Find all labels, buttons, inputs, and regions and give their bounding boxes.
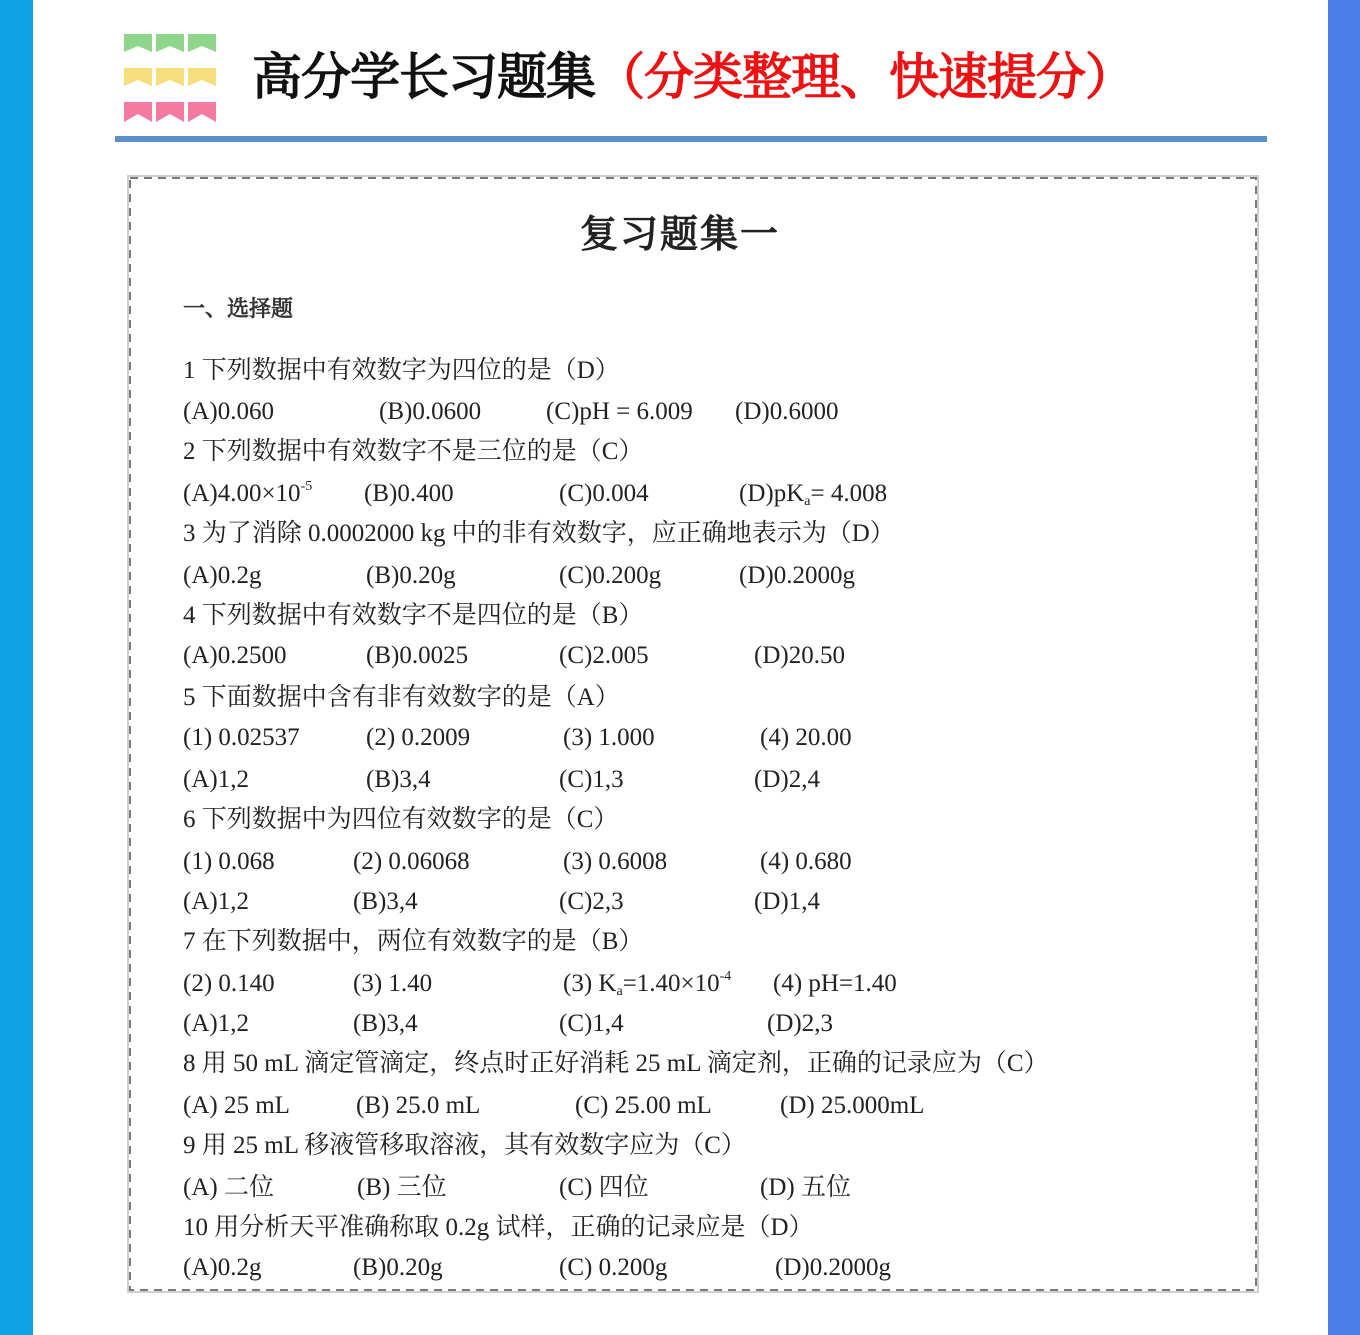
- subscript: a: [616, 984, 623, 999]
- question-text: 6 下列数据中为四位有效数字的是（C）: [183, 806, 619, 833]
- page-title-highlight: （分类整理、快速提分）: [595, 48, 1134, 106]
- option-text: (3) $K_a=1.40\times 10^{-4}$: [563, 969, 732, 999]
- option-text: (C)0.004: [559, 480, 649, 507]
- options-line: [0, 640, 1360, 672]
- option-text: (4) 0.680: [760, 848, 852, 875]
- subscript: a: [804, 494, 811, 509]
- exponent: -5: [300, 479, 313, 494]
- option-text: (B) 三位: [357, 1174, 447, 1201]
- document-title: 复习题集一: [579, 212, 780, 256]
- question-line: [0, 518, 1360, 550]
- option-text-rest: = 4.008: [810, 480, 888, 507]
- question-text: 5 下面数据中含有非有效数字的是（A）: [183, 684, 620, 711]
- question-line: [0, 1048, 1360, 1080]
- question-line: [0, 355, 1360, 387]
- question-text: 8 用 50 mL 滴定管滴定，终点时正好消耗 25 mL 滴定剂，正确的记录应为（C）: [183, 1050, 1049, 1077]
- option-text: (B)3,4: [353, 888, 418, 915]
- option-text: (2) 0.06068: [353, 848, 470, 875]
- option-text-rest: =1.40×10: [622, 970, 720, 997]
- options-line: [0, 478, 1360, 510]
- option-text: (4) pH=1.40: [773, 970, 897, 997]
- option-text: (D)2,3: [767, 1010, 833, 1037]
- option-text: (C) 25.00 mL: [575, 1092, 712, 1119]
- option-text: (D)0.6000: [735, 398, 839, 425]
- option-text: (C)2,3: [559, 888, 624, 915]
- option-text: (D)20.50: [754, 642, 845, 669]
- option-text: (C) 0.200g: [559, 1254, 668, 1281]
- options-line: [0, 560, 1360, 592]
- question-line: [0, 926, 1360, 958]
- option-text: (A)0.2500: [183, 642, 287, 669]
- option-text: (C)0.200g: [559, 562, 662, 589]
- option-text: (A) 25 mL: [183, 1092, 290, 1119]
- option-text: (3) 1.40: [353, 970, 433, 997]
- question-text: 4 下列数据中有效数字不是四位的是（B）: [183, 602, 644, 629]
- option-text: (D)0.2000g: [775, 1254, 891, 1281]
- option-text: (A)1,2: [183, 1010, 249, 1037]
- question-line: [0, 804, 1360, 836]
- option-text: (C)pH = 6.009: [546, 398, 693, 425]
- options-line: [0, 764, 1360, 796]
- option-text: (A)1,2: [183, 766, 249, 793]
- header-divider: [115, 136, 1267, 142]
- option-text: (A)0.2g: [183, 562, 262, 589]
- option-text: (B)0.0600: [379, 398, 482, 425]
- option-text: (D) 五位: [760, 1174, 851, 1201]
- options-line: [0, 1008, 1360, 1040]
- option-text: (4) 20.00: [760, 724, 852, 751]
- options-line: [0, 968, 1360, 1000]
- option-text: (B)3,4: [366, 766, 431, 793]
- bunting-flags-icon: [122, 32, 220, 128]
- options-line: [0, 1172, 1360, 1204]
- options-line: [0, 1090, 1360, 1122]
- option-text: (B)0.0025: [366, 642, 469, 669]
- question-text: 7 在下列数据中，两位有效数字的是（B）: [183, 928, 644, 955]
- option-text: (D) 25.000mL: [780, 1092, 925, 1119]
- options-line: [0, 846, 1360, 878]
- option-text: (D)2,4: [754, 766, 820, 793]
- option-text: (C)2.005: [559, 642, 649, 669]
- option-text: (2) 0.140: [183, 970, 275, 997]
- question-line: [0, 1212, 1360, 1244]
- option-text: (D)1,4: [754, 888, 820, 915]
- question-line: [0, 682, 1360, 714]
- page-title: [252, 42, 1134, 112]
- question-line: [0, 1130, 1360, 1162]
- option-text: (1) 0.068: [183, 848, 275, 875]
- question-text: 2 下列数据中有效数字不是三位的是（C）: [183, 438, 644, 465]
- question-line: [0, 436, 1360, 468]
- options-line: [0, 396, 1360, 428]
- options-line: [0, 886, 1360, 918]
- page-title-main: 高分学长习题集: [252, 48, 595, 106]
- option-text: (3) 0.6008: [563, 848, 668, 875]
- option-text: (A) 二位: [183, 1174, 274, 1201]
- options-line: [0, 722, 1360, 754]
- option-text: (D)0.2000g: [739, 562, 855, 589]
- option-text: $(D)pK_a= 4.008$: [739, 480, 888, 509]
- option-text: (C) 四位: [559, 1174, 649, 1201]
- question-text: 1 下列数据中有效数字为四位的是（D）: [183, 357, 620, 384]
- question-text: 10 用分析天平准确称取 0.2g 试样，正确的记录应是（D）: [183, 1214, 814, 1241]
- option-text: (A)0.2g: [183, 1254, 262, 1281]
- option-text: (1) 0.02537: [183, 724, 300, 751]
- option-text: (C)1,4: [559, 1010, 624, 1037]
- option-text: (A)0.060: [183, 398, 274, 425]
- options-line: [0, 1252, 1360, 1284]
- option-text: (2) 0.2009: [366, 724, 471, 751]
- option-text: (3) 1.000: [563, 724, 655, 751]
- option-text: (B) 25.0 mL: [356, 1092, 481, 1119]
- section-heading: 一、选择题: [183, 296, 294, 322]
- option-text: (C)1,3: [559, 766, 624, 793]
- option-text: (B)3,4: [353, 1010, 418, 1037]
- option-text: $(A)4.00\times 10^{-5}$: [183, 479, 313, 507]
- question-text: 9 用 25 mL 移液管移取溶液，其有效数字应为（C）: [183, 1132, 746, 1159]
- option-text: (B)0.400: [364, 480, 454, 507]
- exponent: -4: [719, 969, 732, 984]
- option-text: (B)0.20g: [366, 562, 456, 589]
- question-line: [0, 600, 1360, 632]
- question-text: 3 为了消除 0.0002000 kg 中的非有效数字，应正确地表示为（D）: [183, 520, 895, 547]
- option-text: (A)1,2: [183, 888, 249, 915]
- option-text: (B)0.20g: [353, 1254, 443, 1281]
